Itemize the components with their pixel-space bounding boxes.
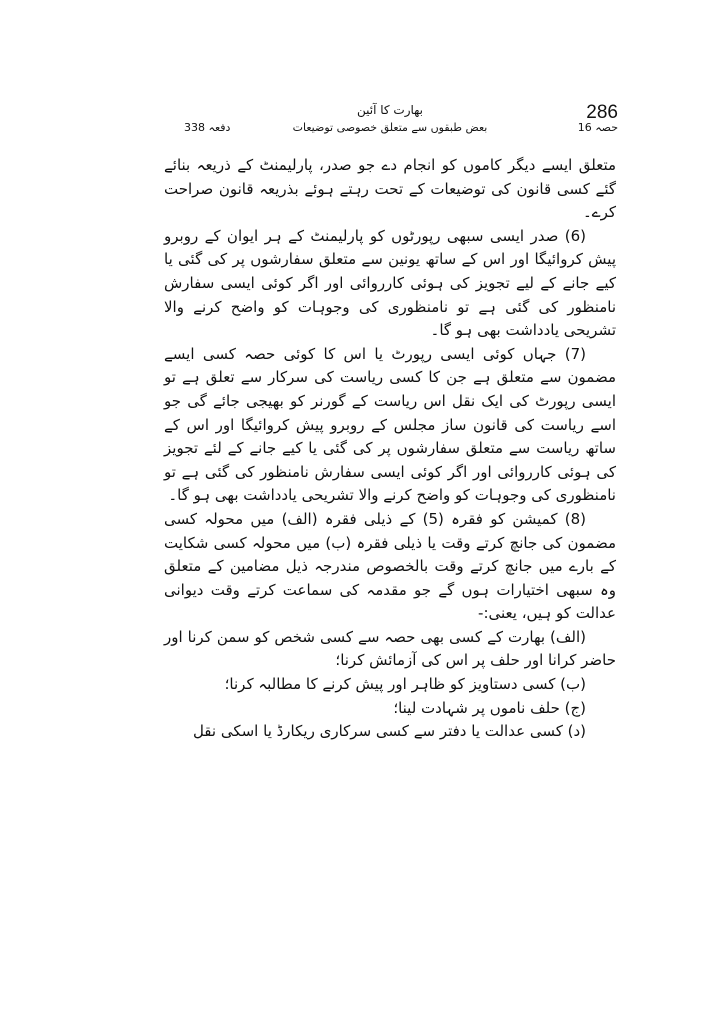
paragraph: (6) صدر ایسی سبھی رپورٹوں کو پارلیمنٹ کے ہر ایوان کے روبرو پیش کروائیگا اور اس کے ساتھ یونین سے متعلق سفارشوں پر کی گئی یا کیے جانے کے لیے تجویز کی ہوئی کارروائی اور اگر کوئی ایسی سفارش نامنظور کی گئی ہے تو نامنظوری کی وجوہات کو واضح کرنے والا تشریحی یادداشت بھی ہو گا۔ <box>164 226 616 340</box>
paragraph: (7) جہاں کوئی ایسی رپورٹ یا اس کا کوئی حصہ کسی ایسے مضمون سے متعلق ہے جن کا کسی ریاست کی سرکار سے تعلق ہے تو ایسی رپورٹ کی ایک نقل اس ریاست کے گورنر کو بھیجی جائے گی جو اسے ریاست کی قانون ساز مجلس کے روبرو پیش کروائیگا اور اس کے ساتھ ریاست سے متعلق سفارشوں پر کی گئی یا کیے جانے کے لئے تجویز کی ہوئی کارروائی اور اگر کوئی ایسی سفارش نامنظور کی گئی ہے تو نامنظوری کی وجوہات کو واضح کرنے والا تشریحی یادداشت بھی ہو گا۔ <box>164 344 616 505</box>
header-subline <box>162 120 618 136</box>
list-item: (الف) بھارت کے کسی بھی حصہ سے کسی شخص کو سمن کرنا اور حاضر کرانا اور حلف پر اس کی آزمائش کرنا؛ <box>164 627 616 670</box>
list-item: (د) کسی عدالت یا دفتر سے کسی سرکاری ریکارڈ یا اسکی نقل <box>192 722 586 741</box>
part-label: حصہ 16 <box>577 121 618 134</box>
book-title: بھارت کا آئین <box>356 103 424 117</box>
list-item: (ب) کسی دستاویز کو ظاہر اور پیش کرنے کا مطالبہ کرنا؛ <box>224 675 586 694</box>
section-label: دفعہ 338 <box>184 121 231 134</box>
body-text <box>164 154 616 744</box>
chapter-title: بعض طبقوں سے متعلق خصوصی توضیعات <box>292 121 488 134</box>
page-number: 286 <box>586 102 618 123</box>
paragraph: (8) کمیشن کو فقرہ (5) کے ذیلی فقرہ (الف) میں محولہ کسی مضمون کی جانچ کرتے وقت یا ذیلی فقرہ (ب) میں محولہ کسی شکایت کے بارے میں جانچ کرتے وقت بالخصوص مندرجہ ذیل مضامین کے متعلق وہ سبھی اختیارات ہوں گے جو مقدمہ کی سماعت کرتے وقت دیوانی عدالت کو ہیں، یعنی:- <box>164 509 616 623</box>
paragraph: متعلق ایسے دیگر کاموں کو انجام دے جو صدر، پارلیمنٹ کے ذریعہ بنائے گئے کسی قانون کی توضیعات کے تحت رہتے ہوئے بذریعہ قانون صراحت کرے۔ <box>164 156 616 222</box>
page-header <box>162 96 618 146</box>
list-item: (ج) حلف ناموں پر شہادت لینا؛ <box>393 698 586 717</box>
